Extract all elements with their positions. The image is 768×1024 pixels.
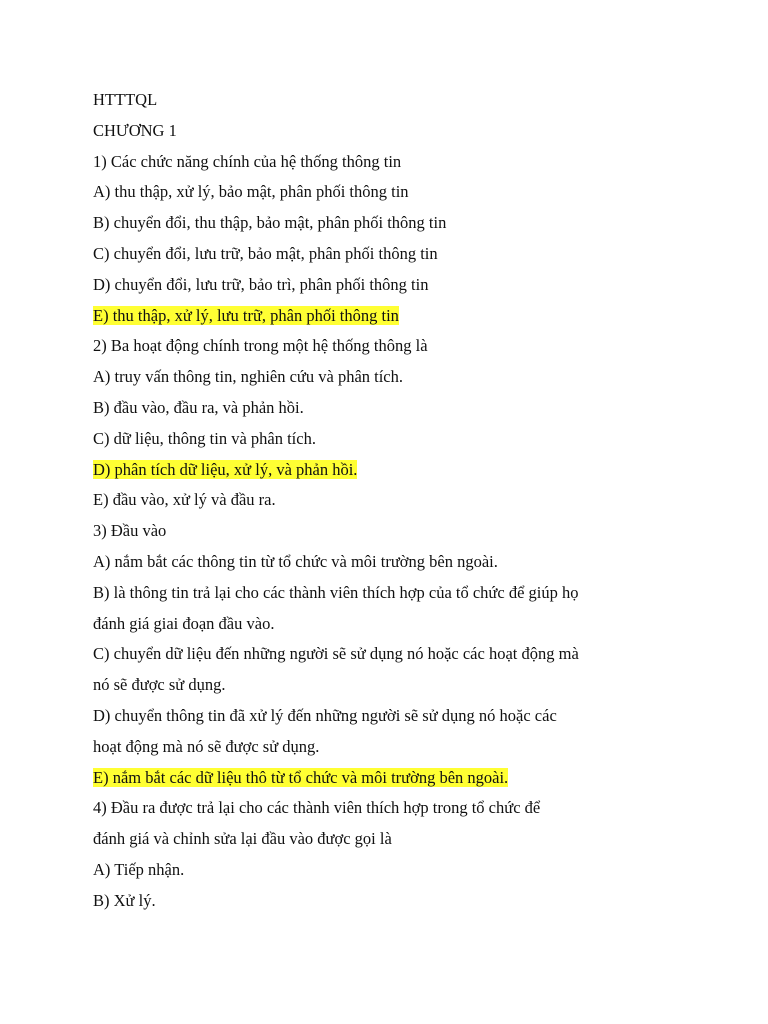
- q3-option-d-text-1: D) chuyển thông tin đã xử lý đến những người sẽ sử dụng nó hoặc các: [93, 705, 557, 725]
- q2-option-c-text: C) dữ liệu, thông tin và phân tích.: [93, 428, 316, 448]
- question-1-text: 1) Các chức năng chính của hệ thống thông tin: [93, 151, 402, 171]
- question-4-line-1: [93, 793, 653, 824]
- q2-option-e-text: E) đầu vào, xử lý và đầu ra.: [93, 490, 276, 510]
- q3-option-d-text-2: hoạt động mà nó sẽ được sử dụng.: [93, 736, 320, 756]
- q3-option-b-text-1: B) là thông tin trả lại cho các thành viên thích hợp của tổ chức để giúp họ: [93, 582, 579, 602]
- chapter-heading: [93, 116, 653, 147]
- q2-option-c: [93, 424, 653, 455]
- q2-option-b-text: B) đầu vào, đầu ra, và phản hồi.: [93, 397, 304, 417]
- q3-option-b-line-1: [93, 578, 653, 609]
- question-4-text-2: đánh giá và chỉnh sửa lại đầu vào được gọi là: [93, 829, 392, 849]
- question-2-text: 2) Ba hoạt động chính trong một hệ thống thông là: [93, 336, 428, 356]
- document-body: [93, 85, 653, 917]
- q1-option-a-text: A) thu thập, xử lý, bảo mật, phân phối thông tin: [93, 182, 409, 202]
- q4-option-b: [93, 886, 653, 917]
- question-3: [93, 516, 653, 547]
- q3-answer-highlight: E) nắm bắt các dữ liệu thô từ tổ chức và môi trường bên ngoài.: [93, 767, 509, 787]
- q2-option-b: [93, 393, 653, 424]
- q1-option-c: [93, 239, 653, 270]
- q3-option-c-text-2: nó sẽ được sử dụng.: [93, 675, 226, 695]
- q3-option-c-text-1: C) chuyển dữ liệu đến những người sẽ sử dụng nó hoặc các hoạt động mà: [93, 644, 579, 664]
- question-2: [93, 331, 653, 362]
- q1-answer-highlight: E) thu thập, xử lý, lưu trữ, phân phối thông tin: [93, 305, 399, 325]
- q2-option-e: [93, 485, 653, 516]
- q3-option-e-highlighted: [93, 763, 653, 794]
- q2-option-a: [93, 362, 653, 393]
- document-title: [93, 85, 653, 116]
- q3-option-c-line-2: [93, 670, 653, 701]
- q3-option-b-text-2: đánh giá giai đoạn đầu vào.: [93, 613, 275, 633]
- q1-option-e-highlighted: [93, 301, 653, 332]
- q1-option-d-text: D) chuyển đổi, lưu trữ, bảo trì, phân phối thông tin: [93, 274, 429, 294]
- document-title-text: HTTTQL: [93, 90, 158, 109]
- chapter-heading-text: CHƯƠNG 1: [93, 120, 177, 140]
- q1-option-b: [93, 208, 653, 239]
- question-4-text-1: 4) Đầu ra được trả lại cho các thành viên thích hợp trong tổ chức để: [93, 798, 541, 818]
- question-4-line-2: [93, 824, 653, 855]
- q2-answer-highlight: D) phân tích dữ liệu, xử lý, và phản hồi.: [93, 459, 358, 479]
- q2-option-d-highlighted: [93, 455, 653, 486]
- q4-option-a: [93, 855, 653, 886]
- question-1: [93, 147, 653, 178]
- q3-option-d-line-2: [93, 732, 653, 763]
- q2-option-a-text: A) truy vấn thông tin, nghiên cứu và phân tích.: [93, 367, 404, 387]
- q1-option-c-text: C) chuyển đổi, lưu trữ, bảo mật, phân phối thông tin: [93, 243, 438, 263]
- q3-option-a-text: A) nắm bắt các thông tin từ tổ chức và môi trường bên ngoài.: [93, 551, 498, 571]
- q1-option-d: [93, 270, 653, 301]
- question-3-text: 3) Đầu vào: [93, 521, 167, 541]
- q1-option-a: [93, 177, 653, 208]
- q4-option-a-text: A) Tiếp nhận.: [93, 859, 185, 879]
- q3-option-c-line-1: [93, 639, 653, 670]
- q3-option-b-line-2: [93, 609, 653, 640]
- q1-option-b-text: B) chuyển đổi, thu thập, bảo mật, phân phối thông tin: [93, 213, 447, 233]
- q3-option-d-line-1: [93, 701, 653, 732]
- q3-option-a: [93, 547, 653, 578]
- q4-option-b-text: B) Xử lý.: [93, 890, 156, 910]
